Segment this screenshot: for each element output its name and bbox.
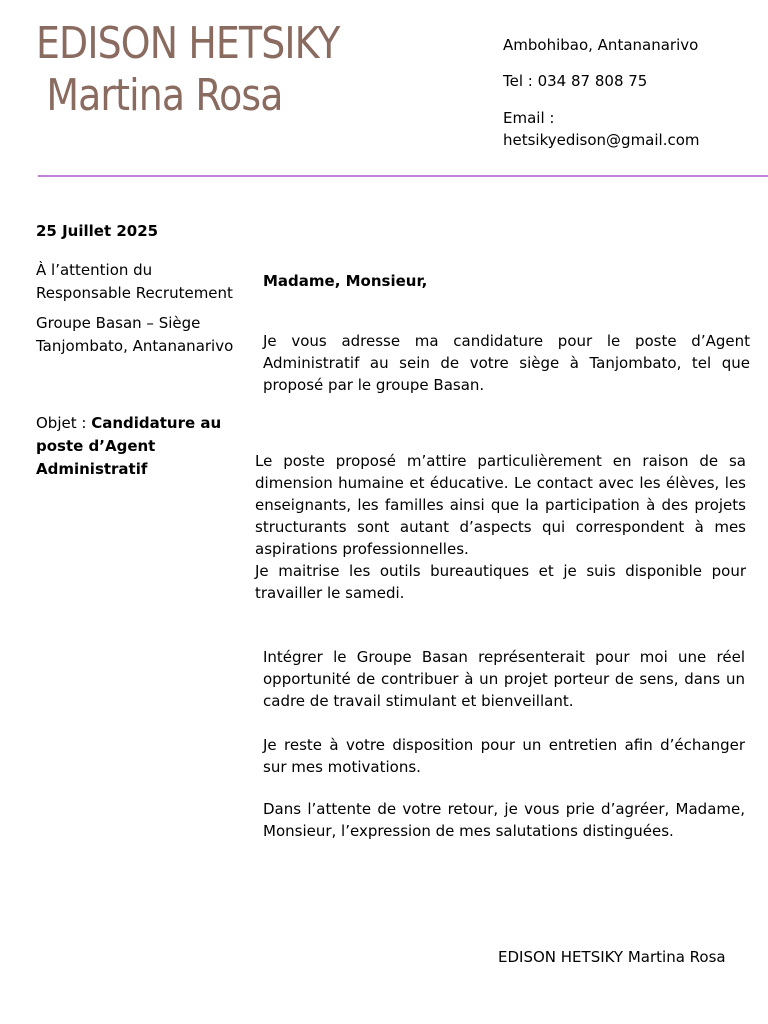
company-line2: Tanjombato, Antananarivo xyxy=(36,337,234,355)
paragraph-opportunity: Intégrer le Groupe Basan représenterait pour moi une réel opportunité de contribuer à un projet porteur de sens, dans un cadre de travail stimulant et bienveillant. xyxy=(263,648,745,710)
paragraph-intro: Je vous adresse ma candidature pour le poste d’Agent Administratif au sein de votre siège à Tanjombato, tel que proposé par le groupe Basan. xyxy=(263,332,750,394)
sender-name-line1: EDISON HETSIKY xyxy=(36,18,340,69)
header-divider xyxy=(38,175,768,177)
company-line1: Groupe Basan – Siège xyxy=(36,314,201,332)
recipient-line1: À l’attention du xyxy=(36,261,153,279)
email-label: Email : xyxy=(503,109,555,127)
paragraph-closing: Dans l’attente de votre retour, je vous prie d’agréer, Madame, Monsieur, l’expression de mes salutations distinguées. xyxy=(263,800,745,840)
sender-name xyxy=(36,18,340,122)
paragraph-availability: Je reste à votre disposition pour un entretien afin d’échanger sur mes motivations. xyxy=(263,736,745,776)
sender-name-line2: Martina Rosa xyxy=(46,70,283,121)
contact-block xyxy=(503,34,700,151)
sender-address: Ambohibao, Antananarivo xyxy=(503,36,699,54)
subject-text: Candidature au poste d’Agent Administratif xyxy=(36,414,222,478)
paragraph-skills-text: Je maitrise les outils bureautiques et je suis disponible pour travailler le samedi. xyxy=(255,562,746,602)
recipient-attention xyxy=(36,259,251,305)
salutation: Madame, Monsieur, xyxy=(263,272,428,290)
letter-date: 25 Juillet 2025 xyxy=(36,222,159,240)
recipient-line2: Responsable Recrutement xyxy=(36,284,233,302)
signature: EDISON HETSIKY Martina Rosa xyxy=(498,948,726,966)
subject-label: Objet : xyxy=(36,414,87,432)
sender-phone: Tel : 034 87 808 75 xyxy=(503,72,648,90)
recipient-company xyxy=(36,312,251,358)
paragraph-motivation-text: Le poste proposé m’attire particulièrement en raison de sa dimension humaine et éducative. Le contact avec les élèves, les enseignants, les familles ainsi que la participation à des projets structurants sont autant d’aspects qui correspondent à mes aspirations professionnelles. xyxy=(255,452,746,558)
sender-email[interactable]: hetsikyedison@gmail.com xyxy=(503,131,700,149)
subject-block xyxy=(36,412,236,481)
paragraph-motivation xyxy=(255,450,746,604)
